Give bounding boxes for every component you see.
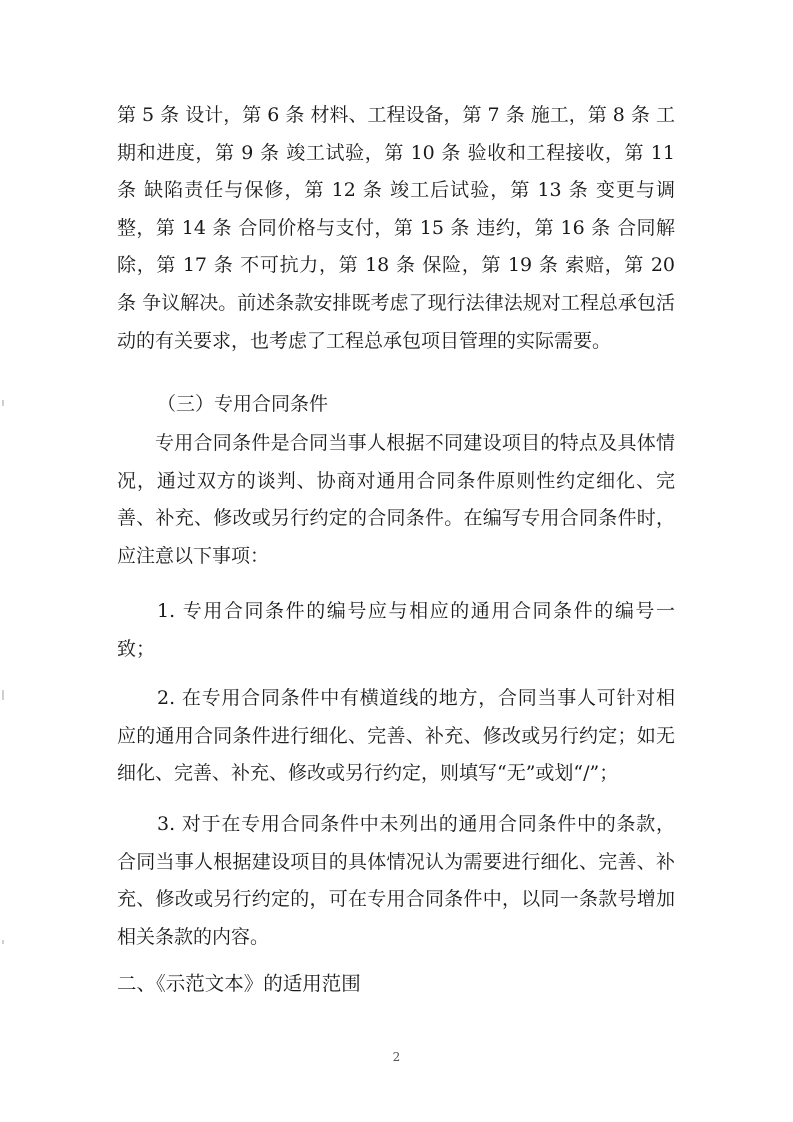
page-number: 2 bbox=[392, 1050, 401, 1064]
list-item-3: 3. 对于在专用合同条件中未列出的通用合同条件中的条款，合同当事人根据建设项目的具体情况认为需要进行细化、完善、补充、修改或另行约定的，可在专用合同条件中，以同一条款号增加相关条款的内容。 bbox=[117, 813, 675, 948]
scan-artifact bbox=[2, 690, 4, 700]
section-heading-special-conditions: （三）专用合同条件 bbox=[157, 393, 329, 415]
body-paragraph-clause-list: 第 5 条 设计，第 6 条 材料、工程设备，第 7 条 施工，第 8 条 工期和进度，第 9 条 竣工试验，第 10 条 验收和工程接收，第 11 条 缺陷责任与保修，第 12 条 竣工后试验，第 13 条 变更与调整，第 14 条 合同价格与支付，第 15 条 违约，第 16 条 合同解除，第 17 条 不可抗力，第 18 条 保险，第 19 条 索赔，第 20 条 争议解决。前述条款安排既考虑了现行法律法规对工程总承包活动的有关要求，也考虑了工程总承包项目管理的实际需要。 bbox=[117, 104, 675, 352]
scan-artifact bbox=[2, 400, 4, 406]
scan-artifact bbox=[2, 940, 4, 944]
body-paragraph-special-conditions-intro: 专用合同条件是合同当事人根据不同建设项目的特点及具体情况，通过双方的谈判、协商对通用合同条件原则性约定细化、完善、补充、修改或另行约定的合同条件。在编写专用合同条件时，应注意以下事项： bbox=[117, 432, 675, 567]
chapter-heading-scope: 二、《示范文本》的适用范围 bbox=[117, 972, 361, 995]
list-item-2: 2. 在专用合同条件中有横道线的地方，合同当事人可针对相应的通用合同条件进行细化、完善、补充、修改或另行约定；如无细化、完善、补充、修改或另行约定，则填写“无”或划“/”； bbox=[117, 687, 675, 785]
list-item-1: 1. 专用合同条件的编号应与相应的通用合同条件的编号一致； bbox=[117, 600, 675, 660]
